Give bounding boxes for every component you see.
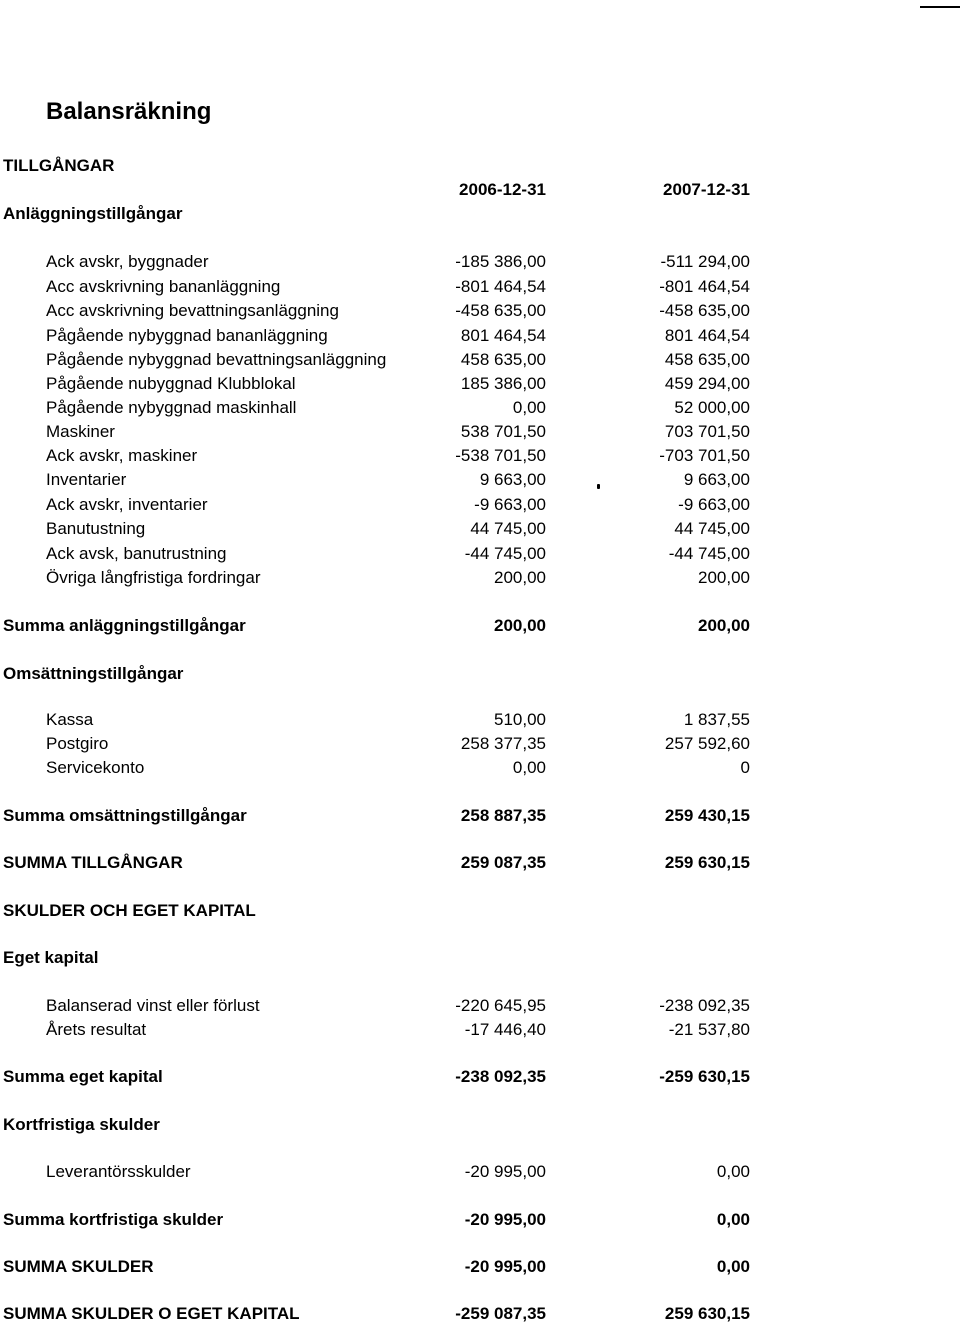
column-header: 2007-12-31 bbox=[663, 180, 750, 199]
table-row bbox=[0, 568, 960, 592]
value-2006: 0,00 bbox=[512, 398, 546, 417]
row-label: Kortfristiga skulder bbox=[3, 1115, 160, 1134]
table-row bbox=[0, 1020, 960, 1044]
value-2007: 0,00 bbox=[716, 1162, 750, 1181]
value-2007: -511 294,00 bbox=[660, 252, 750, 271]
value-2006: -20 995,00 bbox=[464, 1257, 546, 1276]
value-2007: 259 630,15 bbox=[664, 853, 750, 872]
row-label: Ack avskr, byggnader bbox=[46, 252, 209, 271]
value-2006: -17 446,40 bbox=[464, 1020, 546, 1039]
value-2006: -259 087,35 bbox=[455, 1304, 546, 1323]
value-2006: 200,00 bbox=[494, 568, 546, 587]
row-label: Summa kortfristiga skulder bbox=[3, 1210, 224, 1229]
table-row bbox=[0, 544, 960, 568]
table-row bbox=[0, 374, 960, 398]
row-label: Pågående nybyggnad bananläggning bbox=[46, 326, 328, 345]
value-2007: 200,00 bbox=[698, 616, 750, 635]
value-2006: -20 995,00 bbox=[464, 1210, 546, 1229]
row-label: Ack avskr, maskiner bbox=[46, 446, 198, 465]
row-label: Pågående nybyggnad bevattningsanläggning bbox=[46, 350, 387, 369]
table-row bbox=[0, 710, 960, 734]
row-label: SUMMA SKULDER O EGET KAPITAL bbox=[3, 1304, 300, 1323]
value-2006: 200,00 bbox=[494, 616, 546, 635]
row-label: Summa eget kapital bbox=[3, 1067, 163, 1086]
value-2007: -458 635,00 bbox=[659, 301, 750, 320]
total-row bbox=[0, 1210, 960, 1234]
value-2007: 259 430,15 bbox=[664, 806, 750, 825]
value-2007: 458 635,00 bbox=[664, 350, 750, 369]
section-heading bbox=[0, 156, 960, 180]
table-row bbox=[0, 326, 960, 350]
table-row bbox=[0, 495, 960, 519]
value-2007: -44 745,00 bbox=[668, 544, 750, 563]
table-row bbox=[0, 301, 960, 325]
value-2007: -801 464,54 bbox=[659, 277, 750, 296]
total-row bbox=[0, 616, 960, 640]
section-heading bbox=[0, 204, 960, 228]
row-label: Kassa bbox=[46, 710, 94, 729]
value-2007: 0,00 bbox=[716, 1257, 750, 1276]
row-label: TILLGÅNGAR bbox=[3, 156, 115, 175]
section-heading bbox=[0, 901, 960, 925]
row-label: Leverantörsskulder bbox=[46, 1162, 191, 1181]
total-row bbox=[0, 1067, 960, 1091]
value-2007: 703 701,50 bbox=[664, 422, 750, 441]
value-2007: 259 630,15 bbox=[664, 1304, 750, 1323]
table-row bbox=[0, 519, 960, 543]
value-2006: 801 464,54 bbox=[460, 326, 546, 345]
row-label: Acc avskrivning bananläggning bbox=[46, 277, 281, 296]
value-2006: -220 645,95 bbox=[455, 996, 546, 1015]
value-2006: 44 745,00 bbox=[470, 519, 546, 538]
value-2007: 44 745,00 bbox=[674, 519, 750, 538]
table-row bbox=[0, 422, 960, 446]
row-label: Eget kapital bbox=[3, 948, 99, 967]
value-2006: 185 386,00 bbox=[460, 374, 546, 393]
value-2006: 510,00 bbox=[494, 710, 546, 729]
value-2007: -259 630,15 bbox=[659, 1067, 750, 1086]
row-label: Servicekonto bbox=[46, 758, 145, 777]
section-heading bbox=[0, 948, 960, 972]
value-2007: 1 837,55 bbox=[683, 710, 750, 729]
total-row bbox=[0, 1304, 960, 1328]
value-2006: 538 701,50 bbox=[460, 422, 546, 441]
section-heading bbox=[0, 664, 960, 688]
column-header: 2006-12-31 bbox=[459, 180, 546, 199]
row-label: Postgiro bbox=[46, 734, 109, 753]
row-label: SKULDER OCH EGET KAPITAL bbox=[3, 901, 256, 920]
table-row bbox=[0, 446, 960, 470]
value-2006: 9 663,00 bbox=[479, 470, 546, 489]
row-label: Årets resultat bbox=[46, 1020, 147, 1039]
row-label: Ack avskr, inventarier bbox=[46, 495, 208, 514]
value-2006: -9 663,00 bbox=[474, 495, 546, 514]
row-label: Pågående nubyggnad Klubblokal bbox=[46, 374, 296, 393]
table-row bbox=[0, 398, 960, 422]
value-2007: 52 000,00 bbox=[674, 398, 750, 417]
total-row bbox=[0, 1257, 960, 1281]
value-2006: 458 635,00 bbox=[460, 350, 546, 369]
value-2006: -801 464,54 bbox=[455, 277, 546, 296]
value-2007: -703 701,50 bbox=[659, 446, 750, 465]
value-2007: -21 537,80 bbox=[668, 1020, 750, 1039]
table-row bbox=[0, 1162, 960, 1186]
value-2007: 9 663,00 bbox=[683, 470, 750, 489]
row-label: SUMMA TILLGÅNGAR bbox=[3, 853, 183, 872]
value-2006: -238 092,35 bbox=[455, 1067, 546, 1086]
row-label: Banutustning bbox=[46, 519, 146, 538]
row-label: Summa anläggningstillgångar bbox=[3, 616, 246, 635]
value-2006: 258 887,35 bbox=[460, 806, 546, 825]
value-2006: 258 377,35 bbox=[460, 734, 546, 753]
table-row bbox=[0, 470, 960, 494]
row-label: Inventarier bbox=[46, 470, 127, 489]
row-label: Anläggningstillgångar bbox=[3, 204, 183, 223]
table-row bbox=[0, 996, 960, 1020]
value-2007: 0 bbox=[740, 758, 750, 777]
table-row bbox=[0, 350, 960, 374]
scan-speck bbox=[597, 484, 600, 489]
value-2006: -44 745,00 bbox=[464, 544, 546, 563]
value-2006: -20 995,00 bbox=[464, 1162, 546, 1181]
section-heading bbox=[0, 1115, 960, 1139]
value-2006: 259 087,35 bbox=[460, 853, 546, 872]
row-label: Balanserad vinst eller förlust bbox=[46, 996, 260, 1015]
value-2007: -238 092,35 bbox=[659, 996, 750, 1015]
row-label: Ack avsk, banutrustning bbox=[46, 544, 227, 563]
row-label: SUMMA SKULDER bbox=[3, 1257, 154, 1276]
page-title: Balansräkning bbox=[46, 98, 212, 125]
value-2006: 0,00 bbox=[512, 758, 546, 777]
row-label: Omsättningstillgångar bbox=[3, 664, 184, 683]
value-2007: 459 294,00 bbox=[664, 374, 750, 393]
corner-mark bbox=[920, 6, 960, 8]
row-label: Maskiner bbox=[46, 422, 115, 441]
row-label: Summa omsättningstillgångar bbox=[3, 806, 247, 825]
value-2007: -9 663,00 bbox=[678, 495, 750, 514]
value-2007: 0,00 bbox=[716, 1210, 750, 1229]
value-2006: -458 635,00 bbox=[455, 301, 546, 320]
table-row bbox=[0, 758, 960, 782]
table-row bbox=[0, 734, 960, 758]
table-row bbox=[0, 252, 960, 276]
value-2007: 801 464,54 bbox=[664, 326, 750, 345]
total-row bbox=[0, 806, 960, 830]
row-label: Övriga långfristiga fordringar bbox=[46, 568, 261, 587]
value-2007: 200,00 bbox=[698, 568, 750, 587]
value-2006: -538 701,50 bbox=[455, 446, 546, 465]
value-2006: -185 386,00 bbox=[455, 252, 546, 271]
column-header-row bbox=[0, 180, 960, 204]
value-2007: 257 592,60 bbox=[664, 734, 750, 753]
table-row bbox=[0, 277, 960, 301]
total-row bbox=[0, 853, 960, 877]
row-label: Acc avskrivning bevattningsanläggning bbox=[46, 301, 339, 320]
row-label: Pågående nybyggnad maskinhall bbox=[46, 398, 297, 417]
